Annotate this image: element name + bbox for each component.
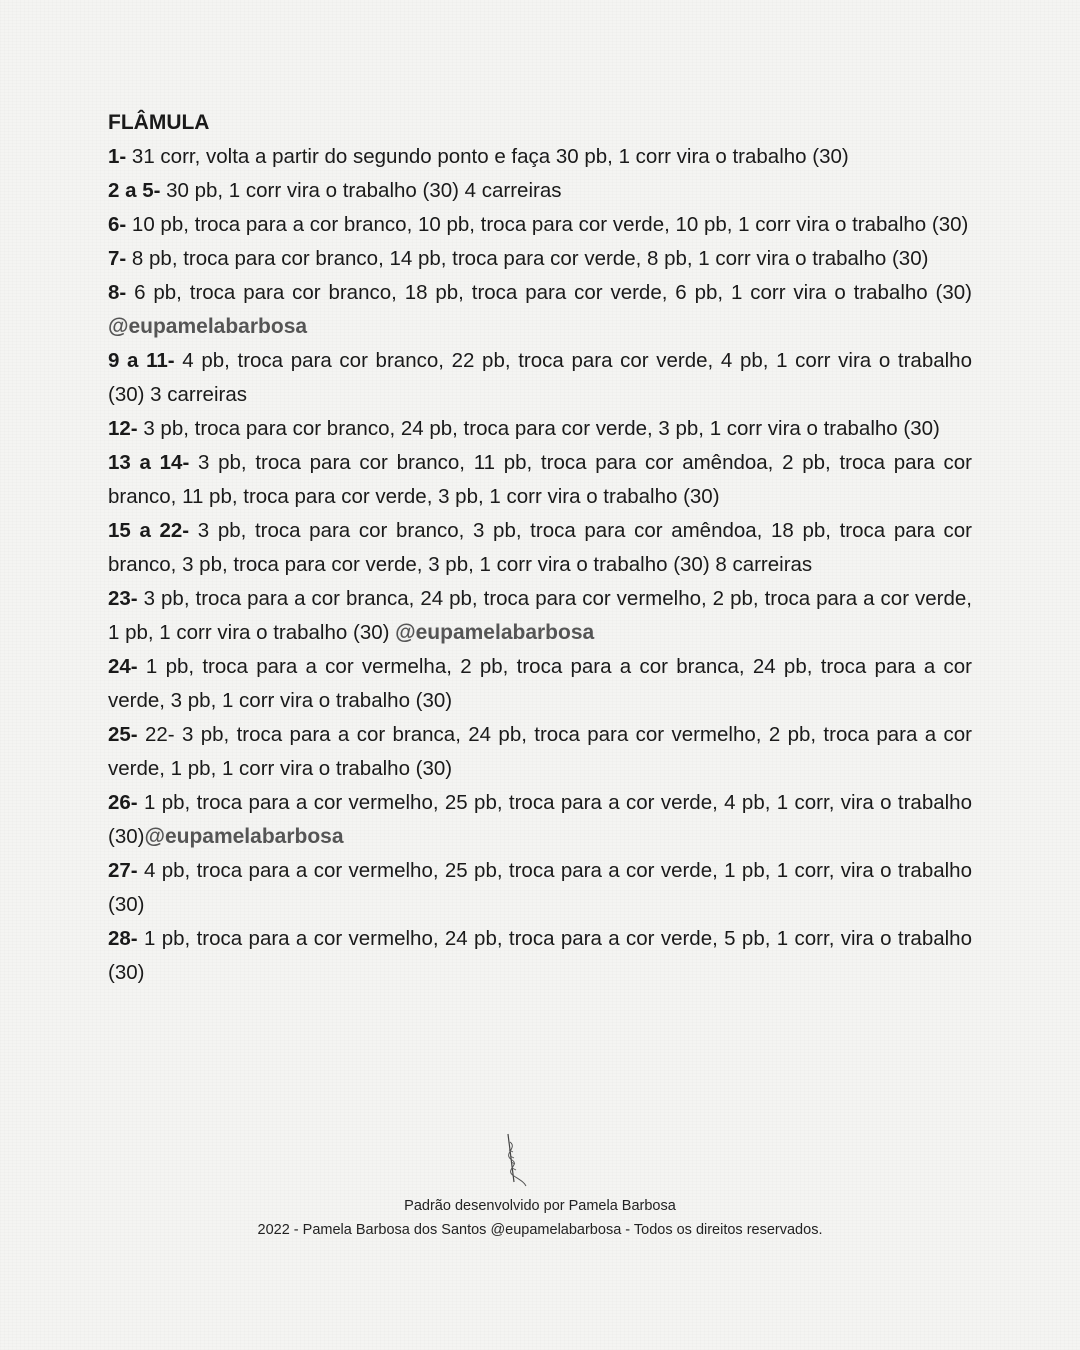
- needle-thread-logo-icon: [494, 1132, 534, 1188]
- row-number: 7-: [108, 247, 127, 270]
- row-text: 4 pb, troca para a cor vermelho, 25 pb, troca para a cor verde, 1 pb, 1 corr, vira o trabalho (30): [108, 859, 972, 916]
- footer-copyright: 2022 - Pamela Barbosa dos Santos @eupamelabarbosa - Todos os direitos reservados.: [257, 1222, 823, 1238]
- instruction-row: [108, 276, 972, 344]
- row-number: 1-: [108, 145, 127, 168]
- row-number: 12-: [108, 417, 138, 440]
- instruction-row: [108, 718, 972, 786]
- row-text: 1 pb, troca para a cor vermelho, 24 pb, troca para a cor verde, 5 pb, 1 corr, vira o trabalho (30): [108, 927, 972, 984]
- row-number: 8-: [108, 281, 127, 304]
- instruction-row: [108, 514, 972, 582]
- row-text: 6 pb, troca para cor branco, 18 pb, troca para cor verde, 6 pb, 1 corr vira o trabalho (30): [126, 281, 972, 304]
- instruction-row: [108, 854, 972, 922]
- watermark-handle: @eupamelabarbosa: [395, 621, 595, 644]
- row-text: 3 pb, troca para cor branco, 24 pb, troca para cor verde, 3 pb, 1 corr vira o trabalho (30): [137, 417, 940, 440]
- instruction-row: [108, 786, 972, 854]
- instruction-row: [108, 242, 972, 276]
- pattern-content: [108, 106, 972, 990]
- instruction-row: [108, 344, 972, 412]
- instruction-row: [108, 650, 972, 718]
- row-number: 23-: [108, 587, 138, 610]
- row-number: 27-: [108, 859, 138, 882]
- instruction-row: [108, 922, 972, 990]
- row-number: 9 a 11-: [108, 349, 175, 372]
- instruction-row: [108, 174, 972, 208]
- row-number: 13 a 14-: [108, 451, 190, 474]
- row-text: 3 pb, troca para a cor branca, 24 pb, troca para cor vermelho, 2 pb, troca para a cor verde, 1 pb, 1 corr vira o trabalho (30): [108, 587, 972, 644]
- row-text: 3 pb, troca para cor branco, 3 pb, troca para cor amêndoa, 18 pb, troca para cor branco, 3 pb, troca para cor verde, 3 pb, 1 corr vira o trabalho (30) 8 carreiras: [108, 519, 972, 576]
- row-text: 30 pb, 1 corr vira o trabalho (30) 4 carreiras: [160, 179, 562, 202]
- row-number: 2 a 5-: [108, 179, 161, 202]
- instruction-row: [108, 140, 972, 174]
- row-text: 22- 3 pb, troca para a cor branca, 24 pb, troca para cor vermelho, 2 pb, troca para a cor verde, 1 pb, 1 corr vira o trabalho (30): [108, 723, 972, 780]
- row-text: 1 pb, troca para a cor vermelho, 25 pb, troca para a cor verde, 4 pb, 1 corr, vira o trabalho (30): [108, 791, 972, 848]
- watermark-handle: @eupamelabarbosa: [108, 315, 308, 338]
- row-number: 15 a 22-: [108, 519, 190, 542]
- row-number: 26-: [108, 791, 138, 814]
- row-text: 3 pb, troca para cor branco, 11 pb, troca para cor amêndoa, 2 pb, troca para cor branco, 11 pb, troca para cor verde, 3 pb, 1 corr vira o trabalho (30): [108, 451, 972, 508]
- row-text: 1 pb, troca para a cor vermelha, 2 pb, troca para a cor branca, 24 pb, troca para a cor verde, 3 pb, 1 corr vira o trabalho (30): [108, 655, 972, 712]
- row-text: 4 pb, troca para cor branco, 22 pb, troca para cor verde, 4 pb, 1 corr vira o trabalho (30) 3 carreiras: [108, 349, 972, 406]
- instruction-row: [108, 582, 972, 650]
- row-number: 28-: [108, 927, 138, 950]
- pattern-title: FLÂMULA: [108, 111, 210, 134]
- footer-credit: Padrão desenvolvido por Pamela Barbosa: [404, 1198, 676, 1214]
- instruction-row: [108, 412, 972, 446]
- instruction-row: [108, 446, 972, 514]
- watermark-handle: @eupamelabarbosa: [144, 825, 344, 848]
- row-text: 31 corr, volta a partir do segundo ponto e faça 30 pb, 1 corr vira o trabalho (30): [126, 145, 849, 168]
- row-text: 10 pb, troca para a cor branco, 10 pb, troca para cor verde, 10 pb, 1 corr vira o trabalho (30): [126, 213, 969, 236]
- row-number: 6-: [108, 213, 127, 236]
- row-number: 25-: [108, 723, 138, 746]
- row-text: 8 pb, troca para cor branco, 14 pb, troca para cor verde, 8 pb, 1 corr vira o trabalho (30): [126, 247, 929, 270]
- row-number: 24-: [108, 655, 138, 678]
- instruction-row: [108, 208, 972, 242]
